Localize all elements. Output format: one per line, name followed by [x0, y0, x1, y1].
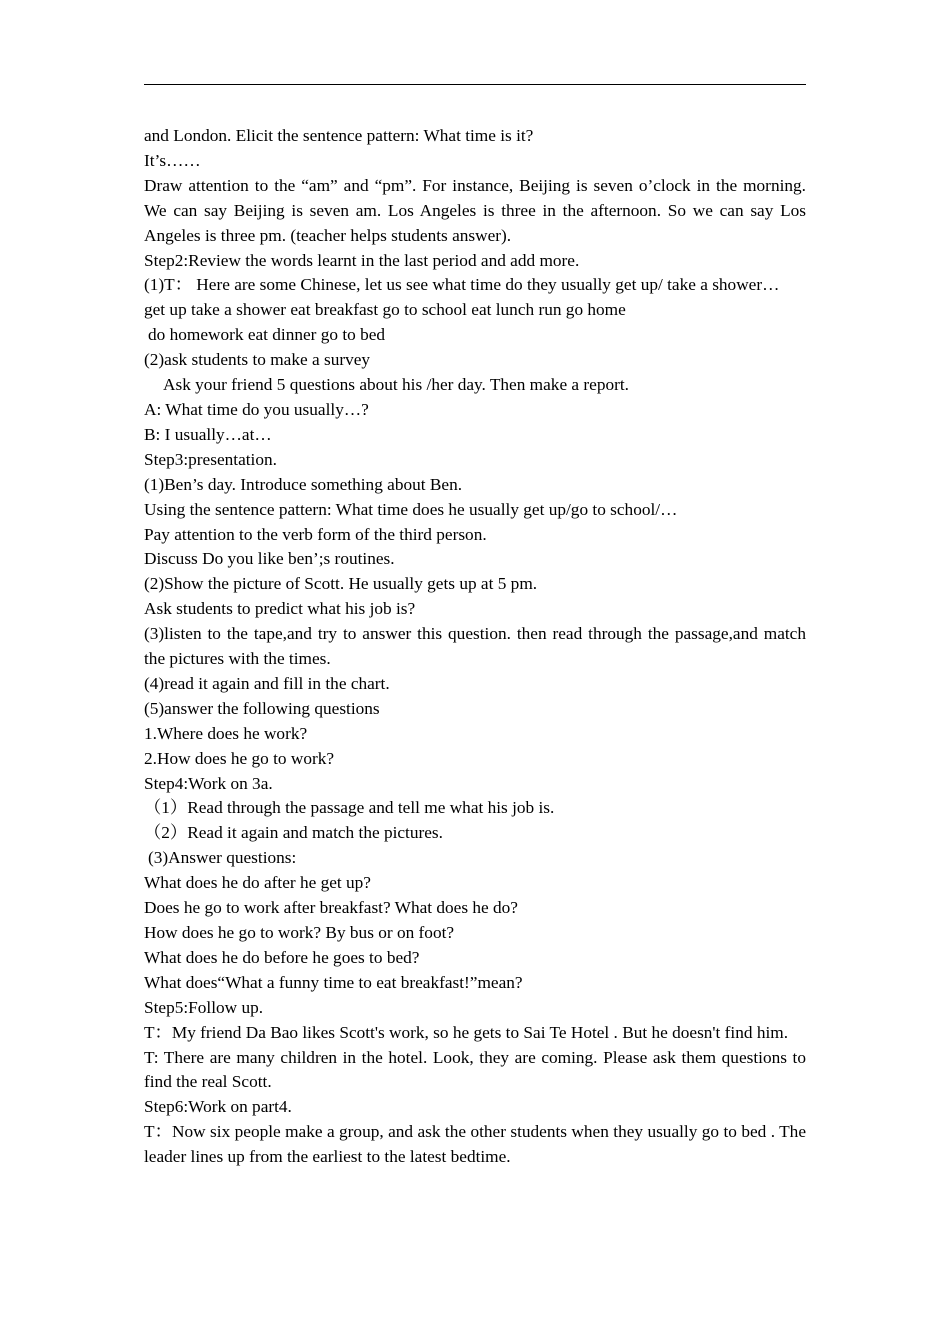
question: How does he go to work? By bus or on foot?: [144, 923, 455, 942]
paragraph: （2）Read it again and match the pictures.: [144, 823, 443, 843]
question: What does he do after he get up?: [144, 873, 371, 893]
question: What does“What a funny time to eat breakfast!”mean?: [144, 972, 523, 992]
document-body: [144, 124, 806, 1170]
paragraph: Discuss Do you like ben’;s routines.: [144, 549, 395, 569]
paragraph: (3)listen to the tape,and try to answer this question. then read through the passage,and match the pictures with the times.: [144, 624, 806, 669]
paragraph: (1)Ben’s day. Introduce something about Ben.: [144, 474, 463, 494]
paragraph: Draw attention to the “am” and “pm”. For instance, Beijing is seven o’clock in the morning. We can say Beijing is seven am. Los Angeles is three in the afternoon. So we can say Los Angeles is three pm. (teacher helps students answer).: [144, 175, 806, 245]
paragraph: (5)answer the following questions: [144, 698, 380, 718]
step-heading: Step6:Work on part4.: [144, 1097, 292, 1117]
paragraph: Ask students to predict what his job is?: [144, 599, 416, 619]
step-heading: Step3:presentation.: [144, 449, 277, 469]
paragraph: and London. Elicit the sentence pattern: What time is it?: [144, 126, 534, 145]
step-heading: Step4:Work on 3a.: [144, 773, 273, 793]
word-list: get up take a shower eat breakfast go to school eat lunch run go home: [144, 300, 626, 320]
paragraph: (3)Answer questions:: [148, 848, 297, 868]
paragraph: Ask your friend 5 questions about his /her day. Then make a report.: [163, 375, 630, 395]
dialogue-line: A: What time do you usually…?: [144, 399, 369, 419]
question: 1.Where does he work?: [144, 723, 308, 743]
paragraph: T：Now six people make a group, and ask the other students when they usually go to bed . The leader lines up from the earliest to the latest bedtime.: [144, 1122, 806, 1167]
paragraph: It’s……: [144, 150, 201, 170]
question: What does he do before he goes to bed?: [144, 947, 420, 967]
paragraph: (1)T： Here are some Chinese, let us see what time do they usually get up/ take a shower…: [144, 275, 780, 295]
paragraph: Pay attention to the verb form of the third person.: [144, 524, 487, 544]
paragraph: (2)ask students to make a survey: [144, 350, 371, 370]
paragraph: T：My friend Da Bao likes Scott's work, so he gets to Sai Te Hotel . But he doesn't find him.: [144, 1022, 789, 1042]
paragraph: T: There are many children in the hotel. Look, they are coming. Please ask them questions to find the real Scott.: [144, 1047, 806, 1092]
question: 2.How does he go to work?: [144, 748, 335, 768]
paragraph: (2)Show the picture of Scott. He usually gets up at 5 pm.: [144, 574, 538, 594]
word-list: do homework eat dinner go to bed: [148, 325, 386, 345]
paragraph: (4)read it again and fill in the chart.: [144, 673, 390, 693]
step-heading: Step5:Follow up.: [144, 997, 264, 1017]
paragraph: （1）Read through the passage and tell me what his job is.: [144, 798, 555, 818]
question: Does he go to work after breakfast? What does he do?: [144, 898, 518, 918]
header-rule: [144, 84, 806, 85]
dialogue-line: B: I usually…at…: [144, 424, 272, 444]
step-heading: Step2:Review the words learnt in the last period and add more.: [144, 250, 580, 270]
paragraph: Using the sentence pattern: What time does he usually get up/go to school/…: [144, 499, 678, 519]
